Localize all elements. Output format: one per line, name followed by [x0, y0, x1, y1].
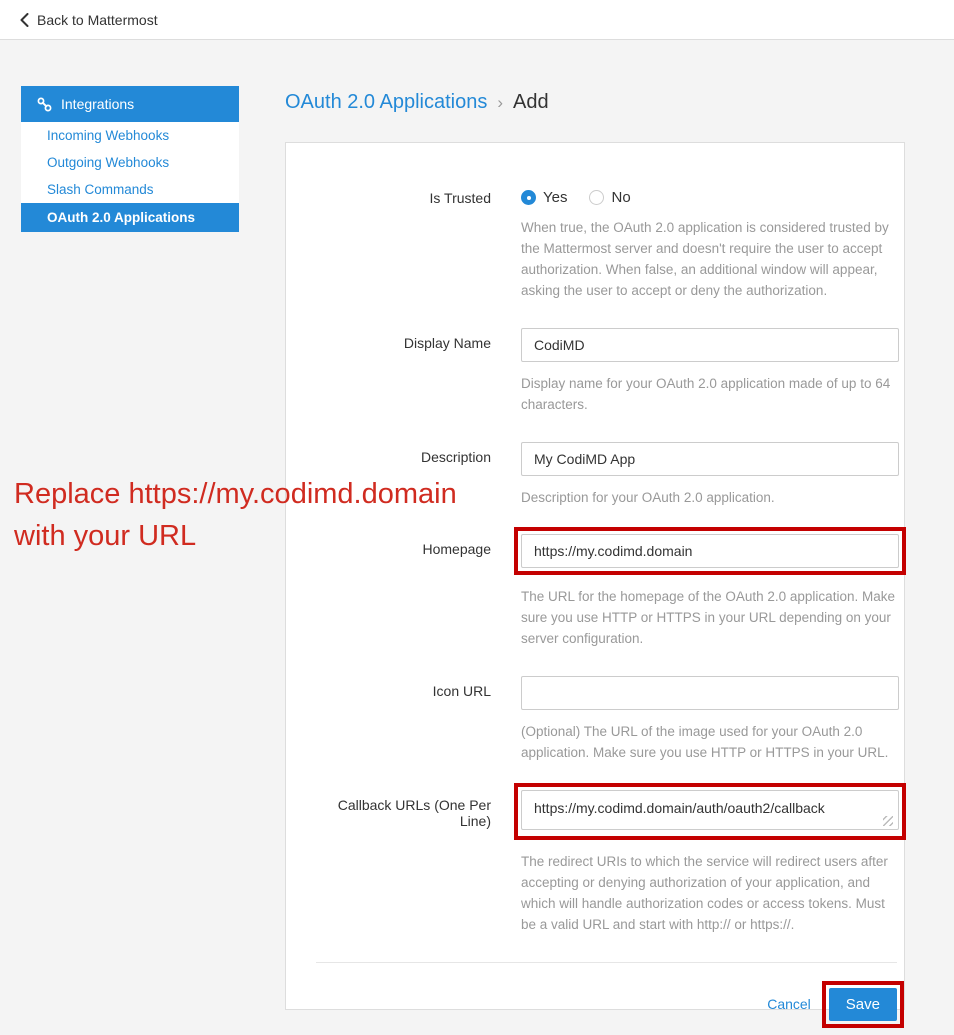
breadcrumb-separator: ›: [497, 92, 504, 112]
callback-urls-label: Callback URLs (One Per Line): [337, 797, 491, 830]
radio-unselected-icon: [589, 190, 604, 205]
back-to-mattermost-link[interactable]: [20, 12, 158, 28]
homepage-label: Homepage: [422, 541, 491, 558]
save-button[interactable]: Save: [829, 988, 897, 1021]
sidebar-section-integrations[interactable]: [21, 86, 239, 122]
add-oauth-application-form: [285, 142, 905, 1013]
form-footer: [286, 963, 904, 1021]
is-trusted-row: [286, 183, 904, 302]
sidebar-item-oauth-applications[interactable]: OAuth 2.0 Applications: [21, 203, 239, 232]
callback-urls-textarea[interactable]: [521, 790, 899, 830]
admin-sidebar: [21, 86, 239, 232]
display-name-input[interactable]: [521, 328, 899, 362]
top-bar: [0, 0, 954, 40]
homepage-annotation-box: [514, 527, 906, 575]
sidebar-item-incoming-webhooks[interactable]: Incoming Webhooks: [47, 128, 170, 143]
callback-urls-row: [286, 790, 904, 936]
sidebar-section-label: Integrations: [61, 96, 135, 112]
callback-urls-annotation-box: [514, 783, 906, 840]
is-trusted-no-label: No: [611, 189, 631, 206]
textarea-resize-handle[interactable]: [883, 816, 893, 826]
icon-url-label: Icon URL: [432, 683, 491, 700]
icon-url-input[interactable]: [521, 676, 899, 710]
sidebar-item-slash-commands[interactable]: Slash Commands: [47, 182, 154, 197]
is-trusted-yes-radio[interactable]: [521, 189, 567, 206]
is-trusted-yes-label: Yes: [543, 189, 568, 206]
annotation-text: [14, 473, 457, 557]
is-trusted-no-radio[interactable]: [589, 189, 630, 206]
is-trusted-radio-group: [521, 183, 899, 206]
save-annotation-box: [822, 981, 904, 1028]
is-trusted-help-text: When true, the OAuth 2.0 application is considered trusted by the Mattermost server and doesn't require the user to accept authorization. When false, an additional window will appear, asking the user to accept or deny the authorization.: [521, 220, 889, 298]
display-name-help-text: Display name for your OAuth 2.0 application made of up to 64 characters.: [521, 375, 891, 412]
breadcrumb: [285, 91, 549, 114]
display-name-row: [286, 328, 904, 416]
icon-url-row: [286, 676, 904, 764]
chevron-left-icon: [20, 13, 29, 27]
annotation-line-2: with your URL: [14, 520, 197, 553]
description-label: Description: [420, 448, 491, 465]
sidebar-item-outgoing-webhooks[interactable]: Outgoing Webhooks: [47, 155, 170, 170]
display-name-label: Display Name: [403, 334, 491, 351]
page-title: Add: [513, 91, 549, 113]
homepage-input[interactable]: [521, 534, 899, 568]
homepage-help-text: The URL for the homepage of the OAuth 2.0 application. Make sure you use HTTP or HTTPS in your URL depending on your server configuration.: [521, 589, 895, 647]
back-to-mattermost-label: Back to Mattermost: [37, 11, 158, 28]
annotation-line-1: Replace https://my.codimd.domain: [14, 478, 457, 510]
link-icon: [37, 97, 52, 112]
cancel-button[interactable]: Cancel: [767, 996, 811, 1013]
callback-urls-help-text: The redirect URIs to which the service will redirect users after accepting or denying authorization of your application, and which will handle authorization codes or access tokens. Must be a valid URL and start with http:// or https://.: [521, 854, 888, 932]
breadcrumb-oauth-applications-link[interactable]: OAuth 2.0 Applications: [285, 91, 488, 113]
radio-selected-icon: [521, 190, 536, 205]
icon-url-help-text: (Optional) The URL of the image used for your OAuth 2.0 application. Make sure you use HTTP or HTTPS in your URL.: [521, 724, 889, 761]
description-help-text: Description for your OAuth 2.0 application.: [521, 489, 775, 505]
description-input[interactable]: [521, 442, 899, 476]
sidebar-items: [21, 122, 239, 232]
is-trusted-label: Is Trusted: [429, 190, 491, 206]
